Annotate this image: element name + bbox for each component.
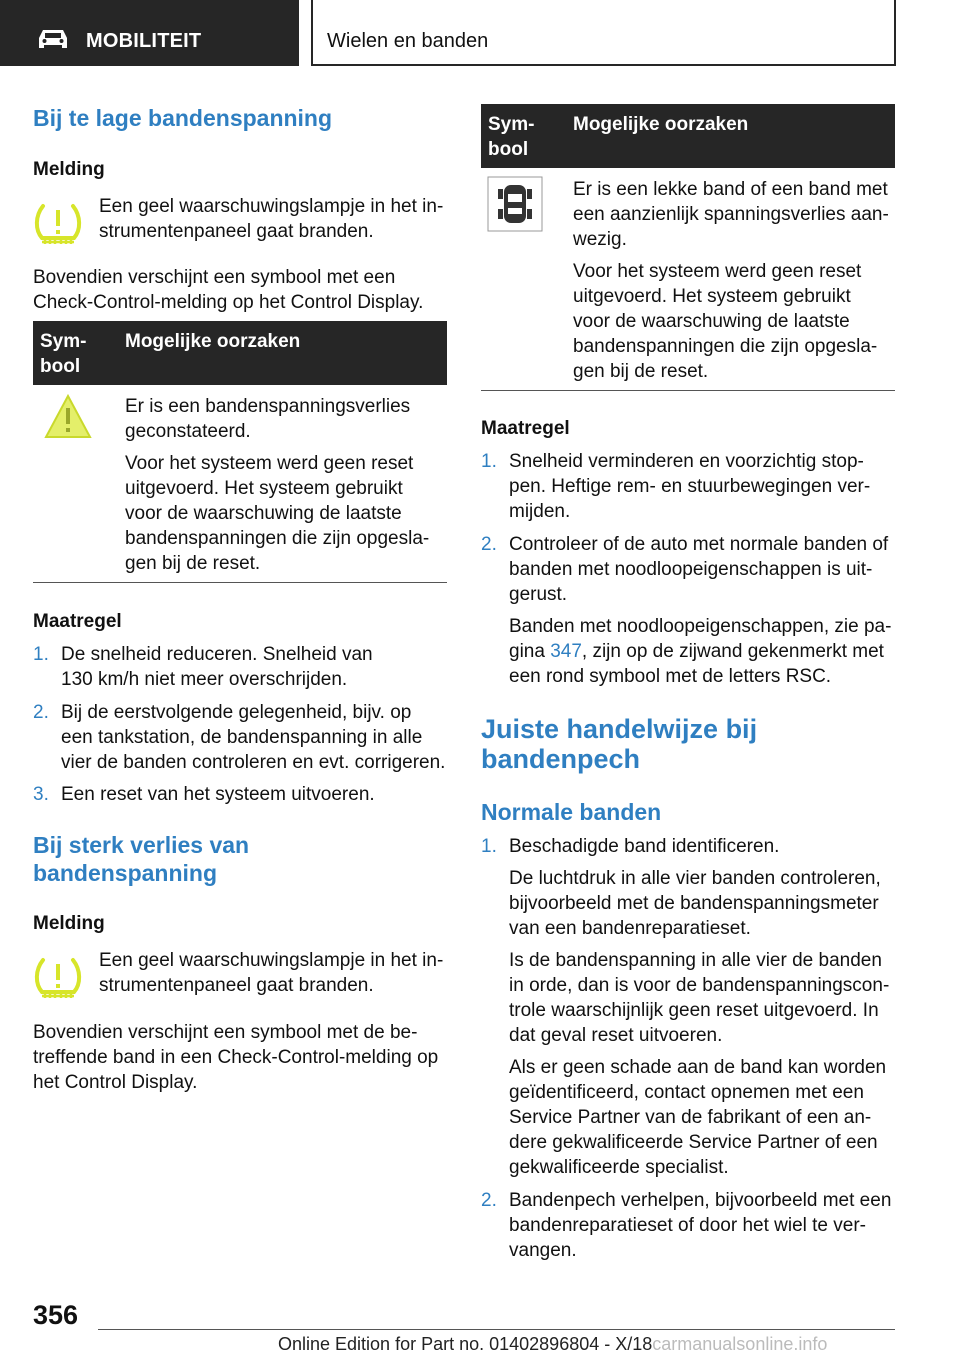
- page-number: 356: [33, 1300, 79, 1330]
- label-maatregel: Maatregel: [33, 611, 122, 632]
- heading-low-pressure: Bij te lage bandenspanning: [33, 105, 333, 131]
- warning-text-1: Een geel waarschuwingslampje in het in- strumentenpaneel gaat branden.: [99, 196, 444, 242]
- tire-pressure-warning-icon: [33, 200, 83, 248]
- paragraph-1: Bovendien verschijnt een symbool met een Check-Control-melding op het Control Display.: [33, 267, 424, 313]
- section-tab: [0, 0, 299, 66]
- section-title: MOBILITEIT: [86, 30, 202, 52]
- watermark: carmanualsonline.info: [652, 1334, 828, 1354]
- table-header: Sym- bool Mogelijke oorzaken: [33, 321, 447, 385]
- table-rule: [33, 582, 447, 583]
- label-melding: Melding: [33, 159, 105, 180]
- table-cell-cause: Er is een lekke band of een band met een aanzienlijk spanningsverlies aan- wezig. Voor het systeem werd geen reset uitgevoerd. Het systeem gebruikt voor de waarschuwing de laatste bandenspanningen die zijn opgesla- gen bij de reset.: [573, 179, 889, 382]
- label-maatregel: Maatregel: [481, 418, 570, 439]
- chapter-title: Wielen en banden: [327, 30, 489, 52]
- car-flat-tire-icon: [487, 176, 543, 232]
- label-melding: Melding: [33, 913, 105, 934]
- chapter-tab: [311, 0, 896, 66]
- table-header: Sym- bool Mogelijke oorzaken: [481, 104, 895, 168]
- tire-pressure-warning-icon: [33, 954, 83, 1002]
- footer-edition: Online Edition for Part no. 01402896804 - X/18carmanualsonline.info: [278, 1334, 828, 1354]
- footer-rule: [98, 1329, 895, 1330]
- heading-tire-damage: Juiste handelwijze bij bandenpech: [481, 714, 758, 774]
- heading-normal-tires: Normale banden: [481, 799, 662, 825]
- warning-text-2: Een geel waarschuwingslampje in het in- strumentenpaneel gaat branden.: [99, 950, 444, 996]
- paragraph-2: Bovendien verschijnt een symbool met de be- treffende band in een Check-Control-melding op het Control Display.: [33, 1022, 439, 1093]
- car-icon: [36, 26, 70, 52]
- table-rule: [481, 390, 895, 391]
- page-link-347[interactable]: 347: [550, 641, 582, 662]
- warning-triangle-icon: [43, 393, 93, 441]
- table-cell-cause: Er is een bandenspanningsverlies geconstateerd. Voor het systeem werd geen reset uitgevoerd. Het systeem gebruikt voor de waarschuwing de laatste bandenspanningen die zijn opgesla- gen bij de reset.: [125, 396, 430, 574]
- heading-strong-loss: Bij sterk verlies van bandenspanning: [33, 832, 250, 886]
